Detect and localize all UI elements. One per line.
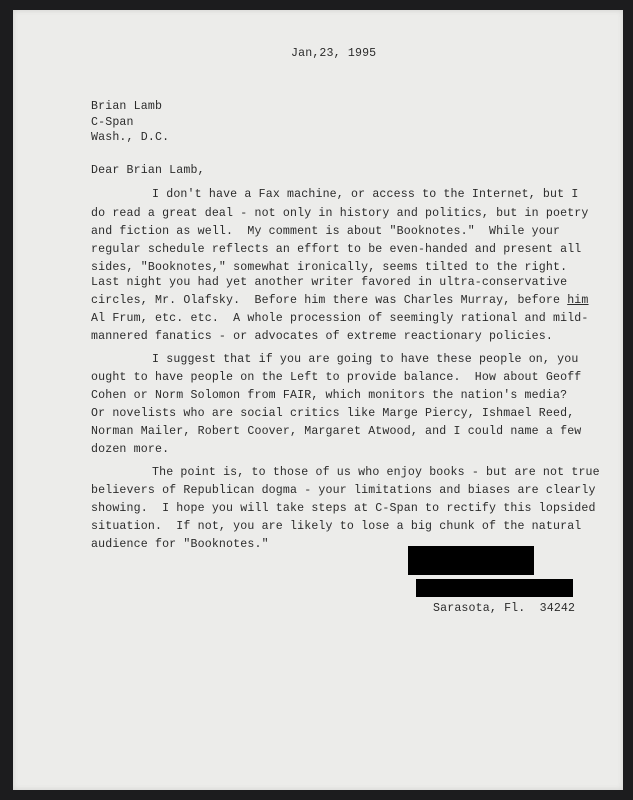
letter-date: Jan,23, 1995 xyxy=(291,47,377,60)
paragraph1-line-text: circles, Mr. Olafsky. Before him there was Charles Murray, before xyxy=(91,294,568,307)
paragraph1-line: and fiction as well. My comment is about "Booknotes." While your xyxy=(91,225,561,238)
paragraph1-line xyxy=(91,294,589,307)
underlined-word: him xyxy=(567,294,589,307)
sender-location: Sarasota, Fl. 34242 xyxy=(433,602,576,615)
paragraph1-line: mannered fanatics - or advocates of extreme reactionary policies. xyxy=(91,330,553,343)
recipient-city: Wash., D.C. xyxy=(91,131,170,144)
paragraph3-line: situation. If not, you are likely to lose a big chunk of the natural xyxy=(91,520,582,533)
paragraph1-line: Al Frum, etc. etc. A whole procession of seemingly rational and mild- xyxy=(91,312,589,325)
paragraph2-line: I suggest that if you are going to have these people on, you xyxy=(152,353,579,366)
paragraph2-line: Norman Mailer, Robert Coover, Margaret Atwood, and I could name a few xyxy=(91,425,582,438)
recipient-org: C-Span xyxy=(91,116,134,129)
redaction-bar xyxy=(416,579,573,597)
paragraph1-line: Last night you had yet another writer favored in ultra-conservative xyxy=(91,276,568,289)
letter-page xyxy=(13,10,623,790)
paragraph2-line: dozen more. xyxy=(91,443,170,456)
recipient-name: Brian Lamb xyxy=(91,100,163,113)
paragraph3-line: audience for "Booknotes." xyxy=(91,538,269,551)
paragraph3-line: The point is, to those of us who enjoy books - but are not true xyxy=(152,466,600,479)
paragraph1-line: do read a great deal - not only in history and politics, but in poetry xyxy=(91,207,589,220)
paragraph1-line: sides, "Booknotes," somewhat ironically, seems tilted to the right. xyxy=(91,261,568,274)
paragraph1-line: regular schedule reflects an effort to be even-handed and present all xyxy=(91,243,582,256)
redaction-bar xyxy=(408,546,534,575)
salutation: Dear Brian Lamb, xyxy=(91,164,205,177)
paragraph2-line: Or novelists who are social critics like Marge Piercy, Ishmael Reed, xyxy=(91,407,575,420)
paragraph2-line: ought to have people on the Left to provide balance. How about Geoff xyxy=(91,371,582,384)
paragraph2-line: Cohen or Norm Solomon from FAIR, which monitors the nation's media? xyxy=(91,389,568,402)
paragraph3-line: showing. I hope you will take steps at C-Span to rectify this lopsided xyxy=(91,502,596,515)
paragraph3-line: believers of Republican dogma - your limitations and biases are clearly xyxy=(91,484,596,497)
paragraph1-line: I don't have a Fax machine, or access to the Internet, but I xyxy=(152,188,579,201)
